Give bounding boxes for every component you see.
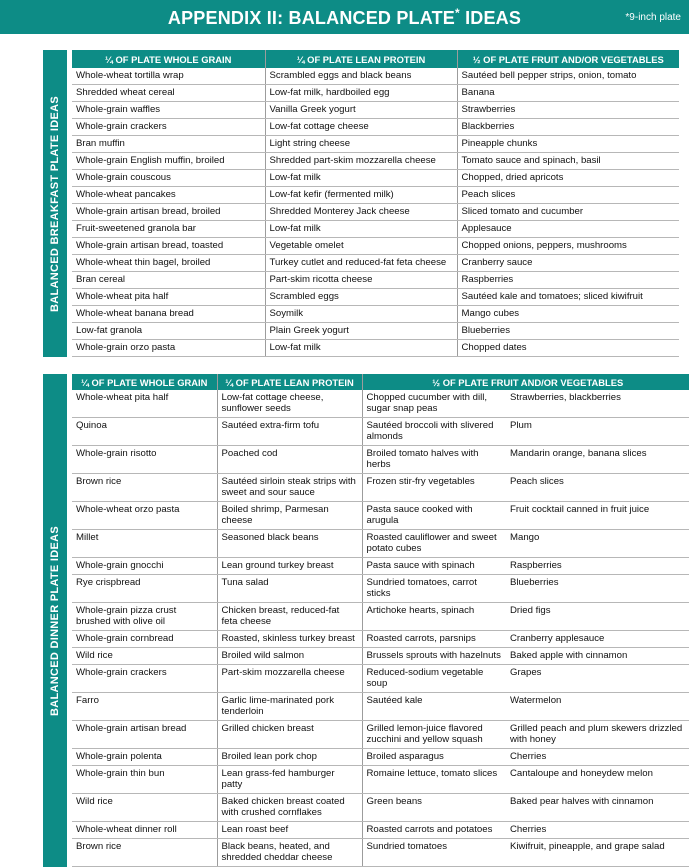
dinner-cell-protein: Baked chicken breast coated with crushed cornflakes xyxy=(217,794,362,822)
dinner-cell-protein: Broiled lean pork chop xyxy=(217,749,362,766)
breakfast-cell-produce: Applesauce xyxy=(457,221,679,238)
dinner-table-row xyxy=(72,749,689,766)
dinner-cell-vegetable: Sautéed kale xyxy=(362,693,506,721)
dinner-cell-vegetable: Broiled tomato halves with herbs xyxy=(362,446,506,474)
dinner-cell-protein: Lean ground turkey breast xyxy=(217,558,362,575)
breakfast-table-row xyxy=(72,187,679,204)
dinner-cell-vegetable: Sautéed broccoli with slivered almonds xyxy=(362,418,506,446)
dinner-cell-fruit: Watermelon xyxy=(506,693,689,721)
breakfast-table-row xyxy=(72,85,679,102)
breakfast-cell-grain: Whole-wheat pancakes xyxy=(72,187,265,204)
breakfast-cell-grain: Whole-grain artisan bread, toasted xyxy=(72,238,265,255)
dinner-table-row xyxy=(72,693,689,721)
breakfast-cell-protein: Vegetable omelet xyxy=(265,238,457,255)
dinner-cell-grain: Whole-wheat dinner roll xyxy=(72,822,217,839)
dinner-cell-protein: Seasoned black beans xyxy=(217,530,362,558)
breakfast-cell-protein: Low-fat milk xyxy=(265,340,457,357)
breakfast-cell-grain: Whole-wheat tortilla wrap xyxy=(72,68,265,85)
dinner-cell-grain: Whole-grain cornbread xyxy=(72,631,217,648)
breakfast-cell-protein: Shredded part-skim mozzarella cheese xyxy=(265,153,457,170)
dinner-col-header-protein: ¼ OF PLATE LEAN PROTEIN xyxy=(217,374,362,390)
dinner-table-row xyxy=(72,558,689,575)
dinner-cell-grain: Brown rice xyxy=(72,839,217,867)
dinner-table-row xyxy=(72,822,689,839)
breakfast-cell-grain: Whole-grain couscous xyxy=(72,170,265,187)
dinner-cell-vegetable: Grilled lemon-juice flavored zucchini and yellow squash xyxy=(362,721,506,749)
breakfast-cell-produce: Sautéed bell pepper strips, onion, tomato xyxy=(457,68,679,85)
breakfast-cell-protein: Light string cheese xyxy=(265,136,457,153)
dinner-col-header-produce: ½ OF PLATE FRUIT AND/OR VEGETABLES xyxy=(362,374,689,390)
dinner-cell-grain: Whole-grain thin bun xyxy=(72,766,217,794)
dinner-cell-protein: Black beans, heated, and shredded cheddar cheese xyxy=(217,839,362,867)
page-title-suffix: IDEAS xyxy=(459,8,522,28)
breakfast-cell-produce: Chopped, dried apricots xyxy=(457,170,679,187)
dinner-cell-vegetable: Artichoke hearts, spinach xyxy=(362,603,506,631)
breakfast-table-row xyxy=(72,289,679,306)
dinner-cell-vegetable: Pasta sauce with spinach xyxy=(362,558,506,575)
breakfast-table-row xyxy=(72,323,679,340)
breakfast-cell-produce: Raspberries xyxy=(457,272,679,289)
dinner-col-header-grain: ¼ OF PLATE WHOLE GRAIN xyxy=(72,374,217,390)
breakfast-cell-protein: Low-fat milk xyxy=(265,170,457,187)
dinner-cell-grain: Wild rice xyxy=(72,648,217,665)
dinner-cell-protein: Tuna salad xyxy=(217,575,362,603)
dinner-cell-vegetable: Chopped cucumber with dill, sugar snap peas xyxy=(362,390,506,418)
breakfast-cell-grain: Whole-grain orzo pasta xyxy=(72,340,265,357)
dinner-cell-grain: Whole-grain polenta xyxy=(72,749,217,766)
dinner-cell-fruit: Peach slices xyxy=(506,474,689,502)
dinner-table-row xyxy=(72,794,689,822)
dinner-cell-vegetable: Romaine lettuce, tomato slices xyxy=(362,766,506,794)
dinner-cell-grain: Millet xyxy=(72,530,217,558)
breakfast-cell-grain: Whole-grain artisan bread, broiled xyxy=(72,204,265,221)
plate-size-footnote: *9-inch plate xyxy=(625,12,681,23)
breakfast-cell-grain: Low-fat granola xyxy=(72,323,265,340)
breakfast-cell-produce: Sautéed kale and tomatoes; sliced kiwifruit xyxy=(457,289,679,306)
dinner-cell-fruit: Mango xyxy=(506,530,689,558)
dinner-cell-fruit: Cherries xyxy=(506,822,689,839)
breakfast-table-row xyxy=(72,340,679,357)
breakfast-table-row xyxy=(72,68,679,85)
breakfast-col-header-protein: ¼ OF PLATE LEAN PROTEIN xyxy=(265,50,457,68)
breakfast-cell-grain: Fruit-sweetened granola bar xyxy=(72,221,265,238)
dinner-cell-grain: Quinoa xyxy=(72,418,217,446)
breakfast-cell-grain: Bran cereal xyxy=(72,272,265,289)
breakfast-table-row xyxy=(72,255,679,272)
dinner-cell-fruit: Cranberry applesauce xyxy=(506,631,689,648)
dinner-cell-vegetable: Roasted carrots and potatoes xyxy=(362,822,506,839)
dinner-cell-grain: Whole-grain gnocchi xyxy=(72,558,217,575)
dinner-cell-fruit: Mandarin orange, banana slices xyxy=(506,446,689,474)
breakfast-cell-produce: Blueberries xyxy=(457,323,679,340)
dinner-cell-protein: Sautéed sirloin steak strips with sweet and sour sauce xyxy=(217,474,362,502)
breakfast-cell-produce: Cranberry sauce xyxy=(457,255,679,272)
dinner-table-row xyxy=(72,648,689,665)
breakfast-section-label: BALANCED BREAKFAST PLATE IDEAS xyxy=(43,50,67,357)
breakfast-cell-protein: Vanilla Greek yogurt xyxy=(265,102,457,119)
breakfast-cell-protein: Low-fat milk xyxy=(265,221,457,238)
dinner-cell-fruit: Blueberries xyxy=(506,575,689,603)
dinner-cell-protein: Roasted, skinless turkey breast xyxy=(217,631,362,648)
dinner-table-row xyxy=(72,631,689,648)
dinner-cell-fruit: Kiwifruit, pineapple, and grape salad xyxy=(506,839,689,867)
dinner-cell-protein: Low-fat cottage cheese, sunflower seeds xyxy=(217,390,362,418)
dinner-cell-fruit: Plum xyxy=(506,418,689,446)
breakfast-cell-grain: Whole-grain English muffin, broiled xyxy=(72,153,265,170)
dinner-cell-fruit: Strawberries, blackberries xyxy=(506,390,689,418)
breakfast-cell-produce: Mango cubes xyxy=(457,306,679,323)
dinner-section-label: BALANCED DINNER PLATE IDEAS xyxy=(43,374,67,867)
breakfast-cell-produce: Pineapple chunks xyxy=(457,136,679,153)
dinner-cell-vegetable: Roasted cauliflower and sweet potato cubes xyxy=(362,530,506,558)
dinner-cell-vegetable: Sundried tomatoes xyxy=(362,839,506,867)
breakfast-cell-protein: Soymilk xyxy=(265,306,457,323)
breakfast-cell-produce: Strawberries xyxy=(457,102,679,119)
dinner-cell-vegetable: Roasted carrots, parsnips xyxy=(362,631,506,648)
breakfast-table-row xyxy=(72,136,679,153)
dinner-table-row xyxy=(72,766,689,794)
breakfast-table-row xyxy=(72,221,679,238)
breakfast-cell-produce: Peach slices xyxy=(457,187,679,204)
dinner-cell-fruit: Dried figs xyxy=(506,603,689,631)
dinner-table-row xyxy=(72,665,689,693)
dinner-table-row xyxy=(72,721,689,749)
breakfast-table-row xyxy=(72,119,679,136)
dinner-cell-fruit: Raspberries xyxy=(506,558,689,575)
breakfast-cell-protein: Plain Greek yogurt xyxy=(265,323,457,340)
dinner-cell-grain: Whole-grain pizza crust brushed with olive oil xyxy=(72,603,217,631)
breakfast-cell-grain: Whole-grain crackers xyxy=(72,119,265,136)
dinner-cell-protein: Grilled chicken breast xyxy=(217,721,362,749)
dinner-cell-protein: Sautéed extra-firm tofu xyxy=(217,418,362,446)
breakfast-table-row xyxy=(72,306,679,323)
dinner-cell-grain: Whole-wheat orzo pasta xyxy=(72,502,217,530)
title-footnote-mark: * xyxy=(455,6,460,20)
dinner-cell-protein: Lean grass-fed hamburger patty xyxy=(217,766,362,794)
breakfast-col-header-grain: ¼ OF PLATE WHOLE GRAIN xyxy=(72,50,265,68)
breakfast-cell-grain: Shredded wheat cereal xyxy=(72,85,265,102)
dinner-cell-vegetable: Green beans xyxy=(362,794,506,822)
breakfast-cell-protein: Low-fat kefir (fermented milk) xyxy=(265,187,457,204)
dinner-cell-grain: Whole-wheat pita half xyxy=(72,390,217,418)
dinner-table-row xyxy=(72,603,689,631)
dinner-cell-protein: Garlic lime-marinated pork tenderloin xyxy=(217,693,362,721)
dinner-table-row xyxy=(72,575,689,603)
dinner-table-row xyxy=(72,390,689,418)
breakfast-cell-protein: Turkey cutlet and reduced-fat feta cheese xyxy=(265,255,457,272)
dinner-cell-grain: Rye crispbread xyxy=(72,575,217,603)
breakfast-cell-produce: Blackberries xyxy=(457,119,679,136)
dinner-cell-grain: Wild rice xyxy=(72,794,217,822)
dinner-cell-protein: Poached cod xyxy=(217,446,362,474)
dinner-cell-fruit: Cherries xyxy=(506,749,689,766)
dinner-table-row xyxy=(72,446,689,474)
dinner-table-row xyxy=(72,530,689,558)
dinner-cell-grain: Brown rice xyxy=(72,474,217,502)
dinner-table-row xyxy=(72,502,689,530)
dinner-cell-vegetable: Broiled asparagus xyxy=(362,749,506,766)
page-title xyxy=(0,8,689,29)
page-title-text: APPENDIX II: BALANCED PLATE xyxy=(167,8,455,28)
dinner-cell-fruit: Grapes xyxy=(506,665,689,693)
breakfast-table xyxy=(72,50,679,357)
dinner-cell-protein: Broiled wild salmon xyxy=(217,648,362,665)
breakfast-cell-grain: Whole-grain waffles xyxy=(72,102,265,119)
breakfast-cell-grain: Whole-wheat thin bagel, broiled xyxy=(72,255,265,272)
dinner-cell-grain: Whole-grain artisan bread xyxy=(72,721,217,749)
dinner-cell-protein: Lean roast beef xyxy=(217,822,362,839)
dinner-cell-vegetable: Pasta sauce cooked with arugula xyxy=(362,502,506,530)
breakfast-cell-produce: Banana xyxy=(457,85,679,102)
dinner-cell-grain: Whole-grain risotto xyxy=(72,446,217,474)
dinner-cell-vegetable: Brussels sprouts with hazelnuts xyxy=(362,648,506,665)
dinner-cell-fruit: Fruit cocktail canned in fruit juice xyxy=(506,502,689,530)
breakfast-table-row xyxy=(72,153,679,170)
dinner-cell-fruit: Baked apple with cinnamon xyxy=(506,648,689,665)
breakfast-table-row xyxy=(72,238,679,255)
breakfast-cell-produce: Sliced tomato and cucumber xyxy=(457,204,679,221)
dinner-cell-grain: Whole-grain crackers xyxy=(72,665,217,693)
dinner-cell-protein: Chicken breast, reduced-fat feta cheese xyxy=(217,603,362,631)
breakfast-cell-grain: Bran muffin xyxy=(72,136,265,153)
breakfast-cell-protein: Part-skim ricotta cheese xyxy=(265,272,457,289)
dinner-cell-protein: Part-skim mozzarella cheese xyxy=(217,665,362,693)
breakfast-cell-produce: Tomato sauce and spinach, basil xyxy=(457,153,679,170)
dinner-table-row xyxy=(72,474,689,502)
breakfast-cell-protein: Low-fat cottage cheese xyxy=(265,119,457,136)
breakfast-cell-protein: Shredded Monterey Jack cheese xyxy=(265,204,457,221)
dinner-cell-vegetable: Frozen stir-fry vegetables xyxy=(362,474,506,502)
dinner-cell-protein: Boiled shrimp, Parmesan cheese xyxy=(217,502,362,530)
breakfast-table-row xyxy=(72,102,679,119)
dinner-cell-vegetable: Reduced-sodium vegetable soup xyxy=(362,665,506,693)
dinner-table-row xyxy=(72,839,689,867)
breakfast-cell-grain: Whole-wheat pita half xyxy=(72,289,265,306)
breakfast-table-row xyxy=(72,272,679,289)
breakfast-table-row xyxy=(72,170,679,187)
breakfast-cell-produce: Chopped onions, peppers, mushrooms xyxy=(457,238,679,255)
dinner-cell-fruit: Baked pear halves with cinnamon xyxy=(506,794,689,822)
breakfast-table-row xyxy=(72,204,679,221)
breakfast-col-header-produce: ½ OF PLATE FRUIT AND/OR VEGETABLES xyxy=(457,50,679,68)
dinner-table-row xyxy=(72,418,689,446)
dinner-cell-fruit: Grilled peach and plum skewers drizzled with honey xyxy=(506,721,689,749)
breakfast-cell-protein: Low-fat milk, hardboiled egg xyxy=(265,85,457,102)
dinner-cell-grain: Farro xyxy=(72,693,217,721)
breakfast-cell-protein: Scrambled eggs xyxy=(265,289,457,306)
dinner-cell-fruit: Cantaloupe and honeydew melon xyxy=(506,766,689,794)
dinner-cell-vegetable: Sundried tomatoes, carrot sticks xyxy=(362,575,506,603)
breakfast-cell-grain: Whole-wheat banana bread xyxy=(72,306,265,323)
breakfast-cell-produce: Chopped dates xyxy=(457,340,679,357)
page-header-banner xyxy=(0,0,689,34)
dinner-table xyxy=(72,374,689,867)
breakfast-cell-protein: Scrambled eggs and black beans xyxy=(265,68,457,85)
